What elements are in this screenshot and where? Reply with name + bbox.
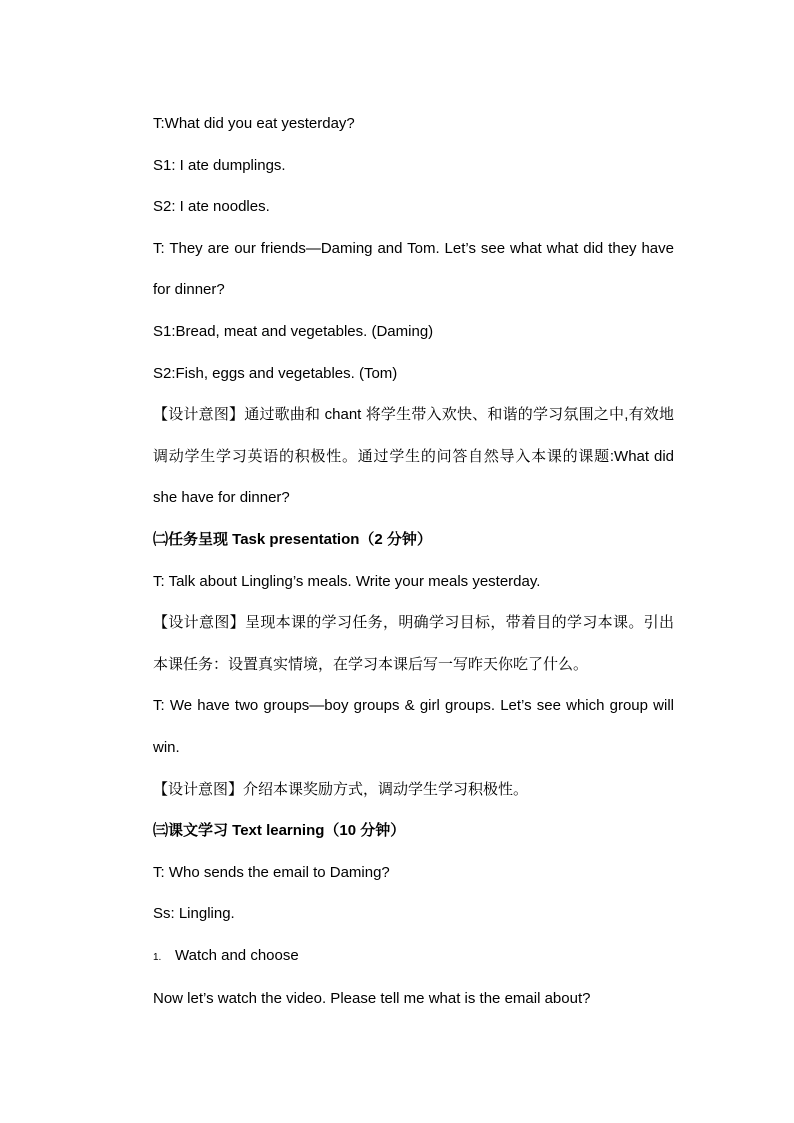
dialogue-line: T: Who sends the email to Daming? xyxy=(153,863,390,881)
section-heading-text-learning: ㈢课文学习 Text learning（10 分钟） xyxy=(153,822,406,840)
dialogue-line: Ss: Lingling. xyxy=(153,905,235,923)
dialogue-line: T: Talk about Lingling’s meals. Write your meals yesterday. xyxy=(153,572,541,590)
dialogue-line: S2: I ate noodles. xyxy=(153,198,270,216)
dialogue-line: T:What did you eat yesterday? xyxy=(153,115,355,132)
list-number: 1. xyxy=(153,951,162,963)
dialogue-line: S2:Fish, eggs and vegetables. (Tom) xyxy=(153,364,398,382)
list-item-text: Watch and choose xyxy=(175,946,299,964)
document-body xyxy=(120,103,674,1020)
dialogue-line: Now let’s watch the video. Please tell me what is the email about? xyxy=(153,990,591,1008)
section-heading-task-presentation: ㈡任务呈现 Task presentation（2 分钟） xyxy=(153,530,432,548)
dialogue-line: S1: I ate dumplings. xyxy=(153,156,286,174)
design-intent-paragraph: 【设计意图】呈现本课的学习任务，明确学习目标，带着目的学习本课。引出本课任务：设置真实情境，在学习本课后写一写昨天你吃了什么。 xyxy=(153,614,674,673)
dialogue-line: T: They are our friends—Daming and Tom. Let’s see what what did they have for dinner? xyxy=(153,239,674,299)
design-intent-paragraph: 【设计意图】介绍本课奖励方式，调动学生学习积极性。 xyxy=(153,780,529,798)
design-intent-paragraph: 【设计意图】通过歌曲和 chant 将学生带入欢快、和谐的学习氛围之中,有效地调动学生学习英语的积极性。通过学生的问答自然导入本课的课题:What did she have for dinner? xyxy=(153,406,674,507)
dialogue-line: S1:Bread, meat and vegetables. (Daming) xyxy=(153,322,434,340)
numbered-list-item xyxy=(120,935,674,979)
dialogue-line: T: We have two groups—boy groups & girl groups. Let’s see which group will win. xyxy=(153,697,674,756)
